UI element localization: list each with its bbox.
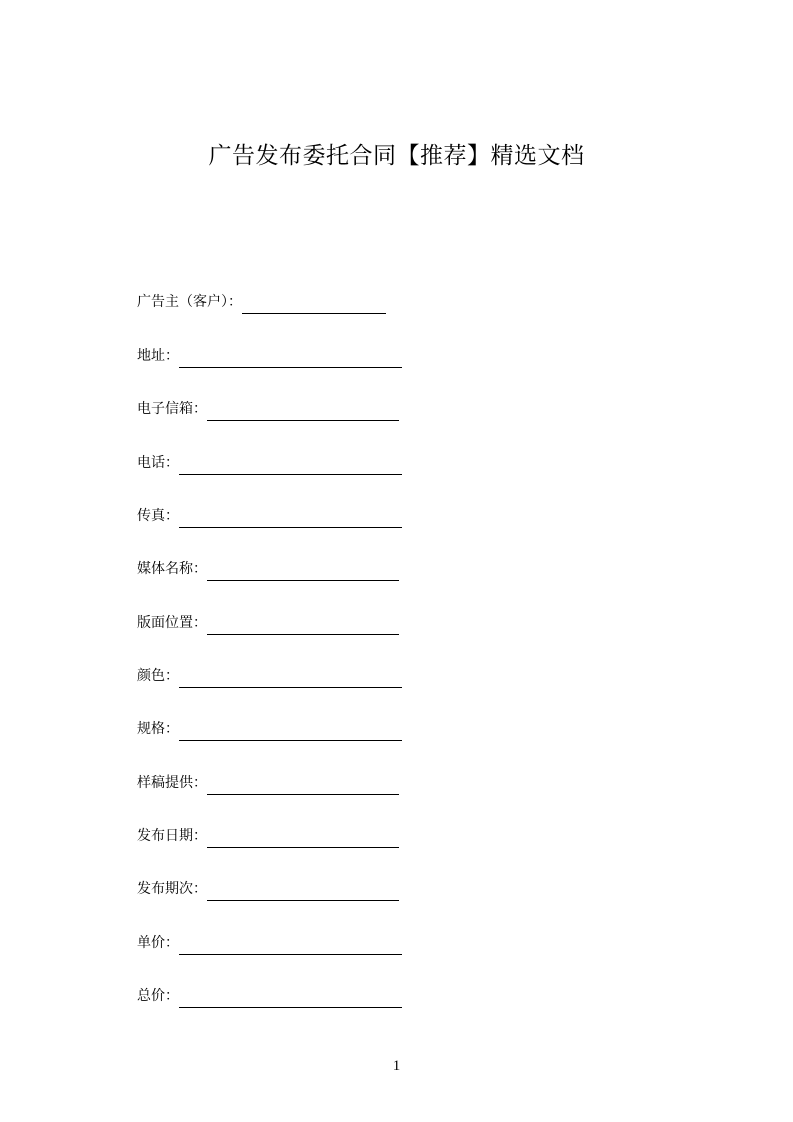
field-label: 总价： [137,988,179,1004]
page-number: 1 [392,1058,401,1074]
field-fax [137,504,402,526]
document-title: 广告发布委托合同【推荐】精选文档 [208,143,585,169]
field-phone [137,451,402,473]
field-blank-line[interactable] [179,935,402,955]
field-blank-line[interactable] [207,881,399,901]
field-publish-date [137,824,399,846]
field-label: 电子信箱： [137,401,207,417]
field-label: 规格： [137,721,179,737]
field-blank-line[interactable] [179,455,402,475]
field-sample-provision [137,771,399,793]
field-blank-line[interactable] [207,401,399,421]
field-label: 发布日期： [137,828,207,844]
field-publish-issues [137,877,399,899]
field-advertiser [137,290,386,312]
field-label: 单价： [137,935,179,951]
field-label: 媒体名称： [137,561,207,577]
field-label: 样稿提供： [137,775,207,791]
field-layout-position [137,611,399,633]
field-blank-line[interactable] [207,615,399,635]
field-blank-line[interactable] [207,561,399,581]
field-unit-price [137,931,402,953]
field-blank-line[interactable] [242,294,386,314]
field-blank-line[interactable] [207,828,399,848]
field-label: 传真： [137,508,179,524]
field-label: 地址： [137,348,179,364]
field-blank-line[interactable] [179,721,402,741]
field-email [137,397,399,419]
field-total-price [137,984,402,1006]
field-media-name [137,557,399,579]
field-address [137,344,402,366]
field-label: 版面位置： [137,615,207,631]
field-blank-line[interactable] [207,775,399,795]
field-label: 电话： [137,455,179,471]
field-blank-line[interactable] [179,668,402,688]
field-label: 广告主（客户）： [137,294,242,310]
field-label: 发布期次： [137,881,207,897]
field-blank-line[interactable] [179,988,402,1008]
field-blank-line[interactable] [179,508,402,528]
field-color [137,664,402,686]
field-label: 颜色： [137,668,179,684]
field-specification [137,717,402,739]
field-blank-line[interactable] [179,348,402,368]
